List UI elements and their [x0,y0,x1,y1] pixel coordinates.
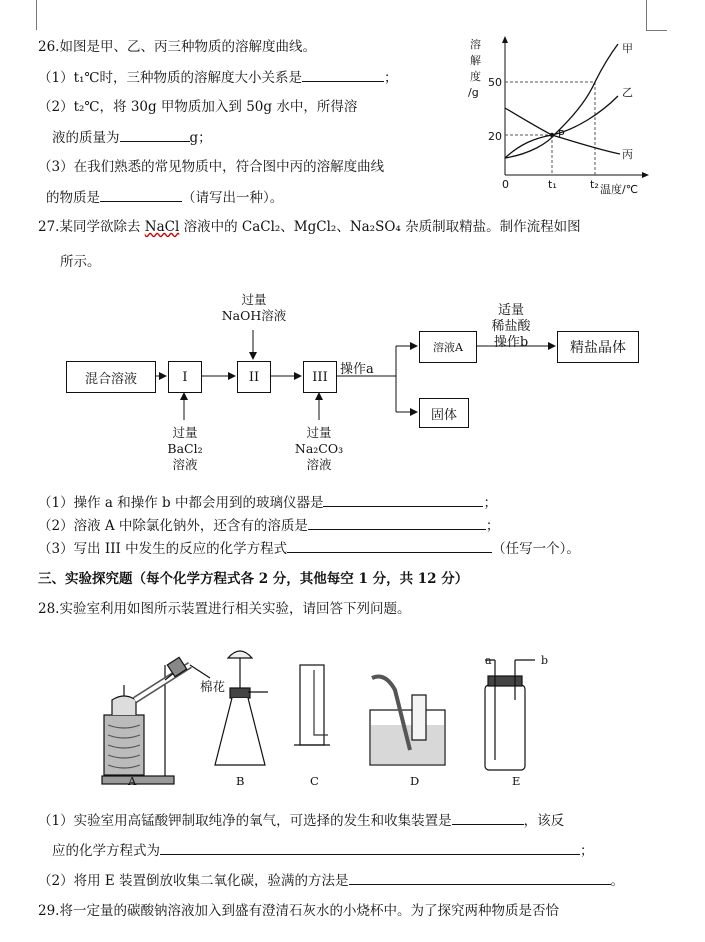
apparatus-label-a: A [128,774,137,788]
apparatus-e [485,660,535,770]
q26-part3b: 的物质是 （请写出一种）。 [46,190,284,206]
label-e-a: a [485,654,492,667]
flow-mixed-solution: 混合溶液 [66,361,156,393]
label-e-b: b [541,654,549,667]
q27-title2: 所示。 [60,254,101,270]
apparatus-d [370,677,445,766]
q26-part1: （1）t₁℃时，三种物质的溶解度大小关系是 ； [38,70,398,86]
q28-part1b: 应的化学方程式为 ； [52,843,594,859]
apparatus-label-b: B [236,774,245,788]
q27-blank1[interactable] [323,493,483,507]
flow-solid: 固体 [419,398,469,428]
chart-label-bing: 丙 [622,148,633,161]
lab-apparatus [90,640,570,795]
chart-point-p: P [558,128,565,141]
q26-part2b: 液的质量为 g； [52,130,212,146]
chart-t2: t₂ [590,178,599,191]
q26-part2a: （2）t₂℃，将 30g 甲物质加入到 50g 水中，所得溶 [38,99,358,115]
q28-blank3[interactable] [349,871,611,885]
chart-t1: t₁ [548,178,557,191]
reagent-hcl: 适量 稀盐酸 操作b [491,303,531,350]
chart-y20: 20 [488,130,502,143]
flow-step-1: I [168,361,202,393]
chart-xlabel: 温度/℃ [600,183,639,196]
reagent-bacl2: 过量 BaCl₂ 溶液 [167,425,203,472]
label-cotton: 棉花 [200,679,226,694]
apparatus-label-c: C [310,774,319,788]
q28-title: 28.实验室利用如图所示装置进行相关实验，请回答下列问题。 [38,601,411,617]
q27-blank3[interactable] [287,539,492,553]
chart-label-jia: 甲 [622,42,633,55]
chart-ylabel-3: /g [468,86,479,99]
apparatus-c [294,665,330,745]
flow-step-3: III [303,361,337,393]
section3-heading: 三、实验探究题（每个化学方程式各 2 分，其他每空 1 分，共 12 分） [38,571,469,587]
q28-part2: （2）将用 E 装置倒放收集二氧化碳，验满的方法是 。 [38,873,625,889]
q28-blank1[interactable] [452,811,524,825]
chart-ylabel-0: 溶 [470,38,481,51]
flow-solution-a: 溶液A [419,331,477,363]
q27-part2: （2）溶液 A 中除氯化钠外，还含有的溶质是 ； [38,518,500,534]
apparatus-label-d: D [410,774,420,788]
q27-blank2[interactable] [308,516,486,530]
chart-ylabel-2: 度 [470,70,481,83]
flow-step-2: II [237,361,271,393]
reagent-na2co3: 过量 Na₂CO₃ 溶液 [294,425,344,472]
apparatus-b [215,651,268,765]
flow-refined-salt: 精盐晶体 [557,331,639,363]
flow-operation-a: 操作a [340,362,374,377]
chart-label-yi: 乙 [622,86,633,99]
chart-origin: 0 [502,178,509,191]
q27-part1: （1）操作 a 和操作 b 中都会用到的玻璃仪器是 ； [38,495,497,511]
q26-part3a: （3）在我们熟悉的常见物质中，符合图中丙的溶解度曲线 [38,159,385,175]
q28-part1a: （1）实验室用高锰酸钾制取纯净的氧气，可选择的发生和收集装置是 ，该反 [38,813,565,829]
q26-title: 26.如图是甲、乙、丙三种物质的溶解度曲线。 [38,39,316,55]
reagent-naoh: 过量 NaOH溶液 [221,292,287,323]
apparatus-a [102,657,210,784]
chart-ylabel-1: 解 [470,54,481,67]
q27-title: 27.某同学欲除去 NaCl 溶液中的 CaCl₂、MgCl₂、Na₂SO₄ 杂质制取精盐。制作流程如图 [38,219,581,235]
q27-part3: （3）写出 III 中发生的反应的化学方程式 （任写一个）。 [38,541,580,557]
q29-title: 29.将一定量的碳酸钠溶液加入到盛有澄清石灰水的小烧杯中。为了探究两种物质是否恰 [38,903,559,919]
apparatus-label-e: E [512,774,521,788]
chart-y50: 50 [488,76,502,89]
q28-blank2[interactable] [160,841,580,855]
